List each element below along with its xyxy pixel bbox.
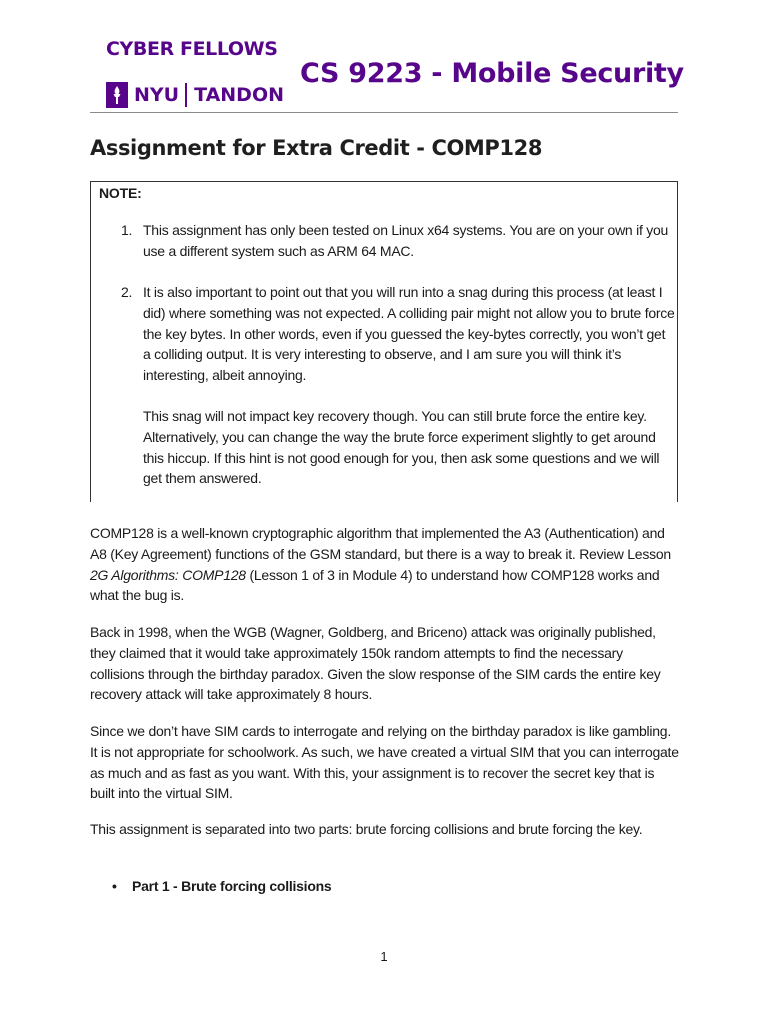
note-box bbox=[90, 181, 678, 502]
note-item bbox=[121, 220, 676, 262]
nyu-tandon-logo bbox=[106, 82, 284, 108]
page-number: 1 bbox=[380, 949, 388, 964]
course-title: CS 9223 - Mobile Security bbox=[300, 58, 684, 89]
lesson-reference: 2G Algorithms: COMP128 bbox=[90, 566, 246, 583]
note-followup-paragraph: This snag will not impact key recovery though. You can still brute force the entire key. Alternatively, you can change the way the brute force experiment slightly to get around this hiccup. If this hint is not good enough for you, then ask some questions and we will get them answered. bbox=[143, 408, 660, 487]
page-title: Assignment for Extra Credit - COMP128 bbox=[90, 136, 543, 160]
paragraph-text: COMP128 is a well-known cryptographic algorithm that implemented the A3 (Authentication) and A8 (Key Agreement) functions of the GSM standard, but there is a way to break it. Review Lesson bbox=[90, 525, 671, 562]
bullet-icon: • bbox=[112, 878, 117, 894]
logo-separator bbox=[185, 83, 187, 107]
list-item-text: Part 1 - Brute forcing collisions bbox=[132, 878, 332, 894]
header-divider bbox=[90, 112, 678, 113]
paragraph-assignment-parts: This assignment is separated into two parts: brute forcing collisions and brute forcing the key. bbox=[90, 821, 643, 837]
paragraph-text: (Lesson 1 of 3 in Module 4) to understand how COMP128 works and what the bug is. bbox=[90, 566, 660, 604]
paragraph-comp128-intro bbox=[90, 523, 680, 606]
paragraph-virtual-sim: Since we don’t have SIM cards to interrogate and relying on the birthday paradox is like gambling. It is not appropriate for schoolwork. As such, we have created a virtual SIM that you can interrogate as much and as fast as you want. With this, your assignment is to recover the secret key that is built into the virtual SIM. bbox=[90, 723, 679, 802]
note-item-number: 2. bbox=[121, 284, 133, 300]
list-item bbox=[112, 876, 331, 897]
note-item-number: 1. bbox=[121, 222, 133, 238]
cyber-fellows-logo: CYBER FELLOWS bbox=[106, 38, 278, 60]
note-item-text: This assignment has only been tested on Linux x64 systems. You are on your own if you use a different system such as ARM 64 MAC. bbox=[143, 222, 669, 259]
note-item bbox=[121, 282, 676, 386]
note-label: NOTE: bbox=[99, 185, 142, 201]
logo-tandon-text: TANDON bbox=[194, 84, 285, 106]
paragraph-wgb-attack: Back in 1998, when the WGB (Wagner, Goldberg, and Briceno) attack was originally published, they claimed that it would take approximately 150k random attempts to find the necessary collisions through the birthday paradox. Given the slow response of the SIM cards the entire key recovery attack will take approximately 8 hours. bbox=[90, 624, 661, 703]
note-item-text: It is also important to point out that you will run into a snag during this process (at least I did) where something was not expected. A colliding pair might not allow you to brute force the key bytes. In other words, even if you guessed the key-bytes correctly, you won’t get a colliding output. It is very interesting to observe, and I am sure you will think it’s interesting, albeit annoying. bbox=[143, 284, 675, 384]
nyu-torch-icon bbox=[106, 82, 128, 108]
logo-nyu-text: NYU bbox=[134, 84, 180, 106]
